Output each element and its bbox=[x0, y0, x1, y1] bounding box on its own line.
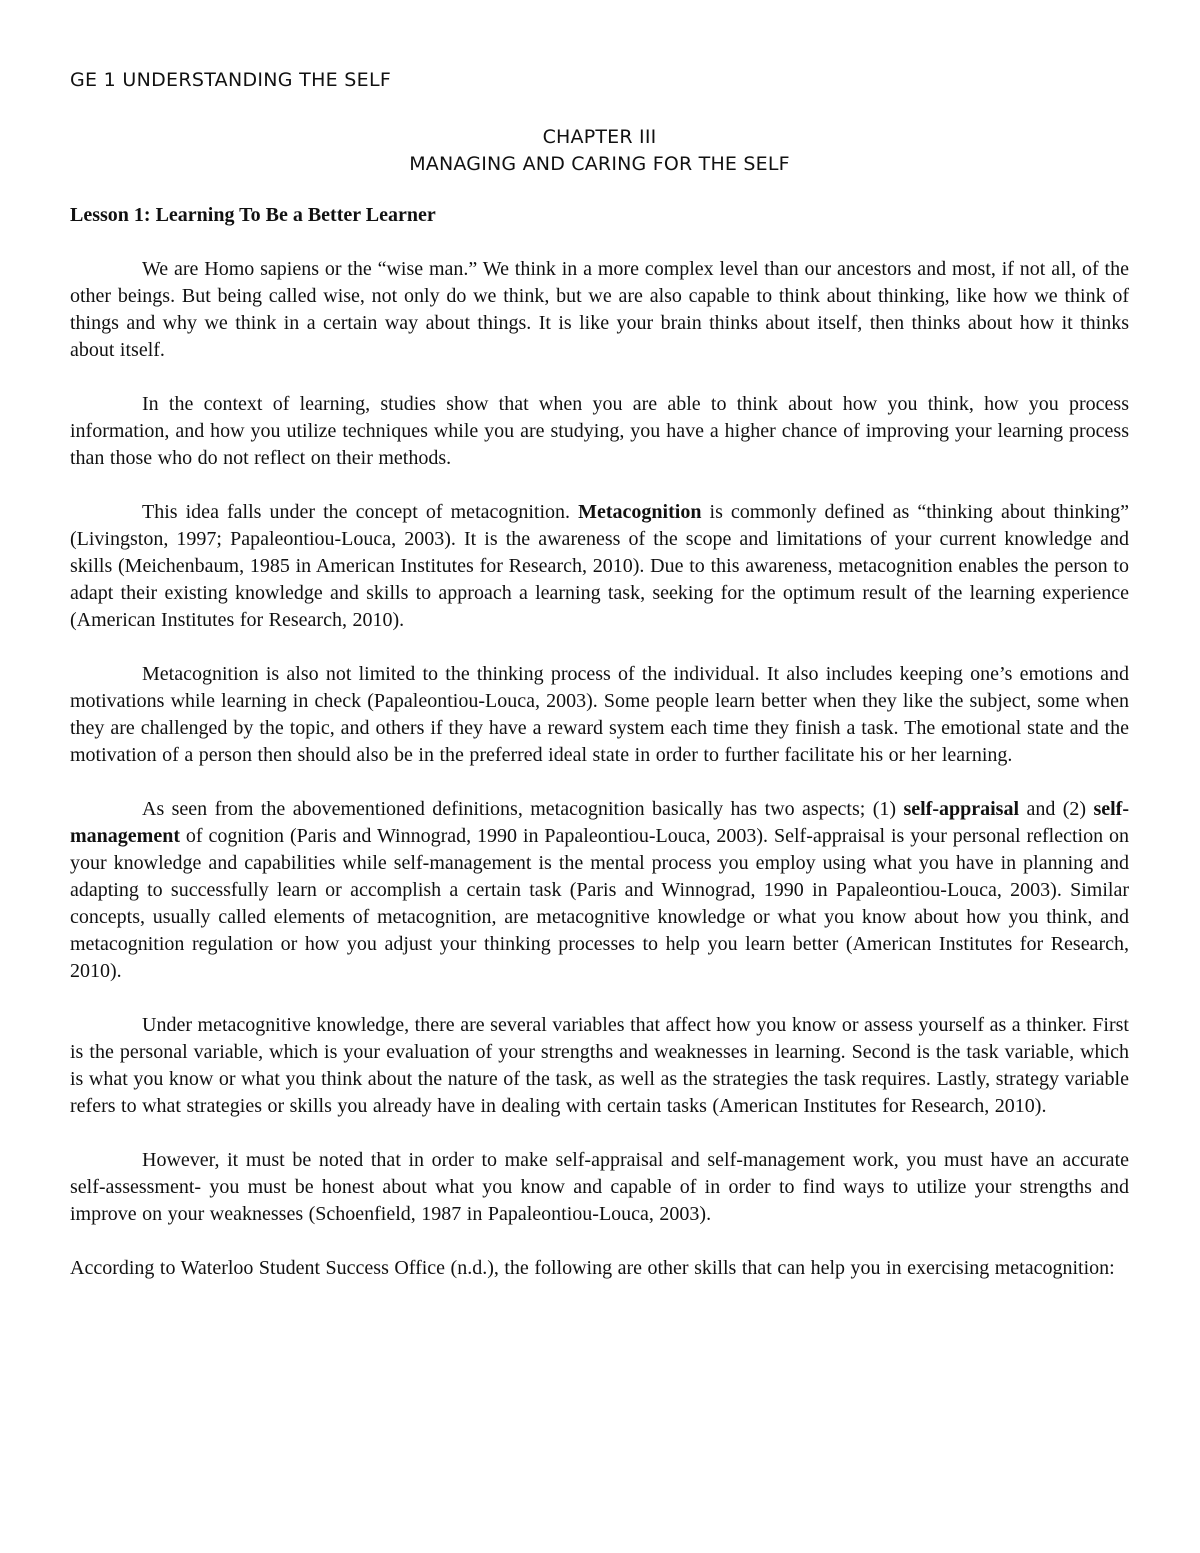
paragraph-metacognitive-knowledge: Under metacognitive knowledge, there are several variables that affect how you know or assess yourself as a thinker. First is the personal variable, which is your evaluation of your strengths and weaknesses in learning. Second is the task variable, which is what you know or what you think about the nature of the task, as well as the strategies the task requires. Lastly, strategy variable refers to what strategies or skills you already have in dealing with certain tasks (American Institutes for Research, 2010). bbox=[70, 1014, 1129, 1117]
course-title: GE 1 UNDERSTANDING THE SELF bbox=[70, 69, 392, 91]
term-self-management: self-management bbox=[70, 798, 1129, 847]
paragraph-emotions-motivation: Metacognition is also not limited to the thinking process of the individual. It also includes keeping one’s emotions and motivations while learning in check (Papaleontiou-Louca, 2003). Some people learn better when they like the subject, some when they are challenged by the topic, and others if they have a reward system each time they finish a task. The emotional state and the motivation of a person then should also be in the preferred ideal state in order to further facilitate his or her learning. bbox=[70, 663, 1129, 766]
paragraph-text: is commonly defined as “thinking about thinking” (Livingston, 1997; Papaleontiou-Louca, 2003). It is the awareness of the scope and limitations of your current knowledge and skills (Meichenbaum, 1985 in American Institutes for Research, 2010). Due to this awareness, metacognition enables the person to adapt their existing knowledge and skills to approach a learning task, seeking for the optimum result of the learning experience (American Institutes for Research, 2010). bbox=[70, 501, 1129, 631]
paragraph-metacognition-definition bbox=[70, 499, 1129, 634]
chapter-title: MANAGING AND CARING FOR THE SELF bbox=[409, 153, 790, 175]
paragraph-waterloo-skills: According to Waterloo Student Success Office (n.d.), the following are other skills that can help you in exercising metacognition: bbox=[70, 1257, 1115, 1279]
paragraph-text: As seen from the abovementioned definitions, metacognition basically has two aspects; (1) bbox=[142, 798, 904, 820]
term-self-appraisal: self-appraisal bbox=[903, 798, 1020, 820]
chapter-number: CHAPTER III bbox=[542, 126, 657, 148]
paragraph-self-assessment: However, it must be noted that in order to make self-appraisal and self-management work, you must have an accurate self-assessment- you must be honest about what you know and capable of in order to find ways to utilize your strengths and improve on your weaknesses (Schoenfield, 1987 in Papaleontiou-Louca, 2003). bbox=[70, 1149, 1129, 1225]
paragraph-learning-context: In the context of learning, studies show that when you are able to think about how you think, how you process information, and how you utilize techniques while you are studying, you have a higher chance of improving your learning process than those who do not reflect on their methods. bbox=[70, 393, 1129, 469]
paragraph-text: and (2) bbox=[1019, 798, 1094, 820]
paragraph-homo-sapiens: We are Homo sapiens or the “wise man.” We think in a more complex level than our ancestors and most, if not all, of the other beings. But being called wise, not only do we think, but we are also capable to think about thinking, like how we think of things and why we think in a certain way about things. It is like your brain thinks about itself, then thinks about how it thinks about itself. bbox=[70, 258, 1129, 361]
term-metacognition: Metacognition bbox=[578, 501, 702, 523]
lesson-title: Lesson 1: Learning To Be a Better Learner bbox=[70, 204, 436, 226]
paragraph-text: of cognition (Paris and Winnograd, 1990 in Papaleontiou-Louca, 2003). Self-appraisal is your personal reflection on your knowledge and capabilities while self-management is the mental process you employ using what you have in planning and adapting to successfully learn or accomplish a certain task (Paris and Winnograd, 1990 in Papaleontiou-Louca, 2003). Similar concepts, usually called elements of metacognition, are metacognitive knowledge or what you know about how you think, and metacognition regulation or how you adjust your thinking processes to help you learn better (American Institutes for Research, 2010). bbox=[70, 825, 1129, 982]
paragraph-text: This idea falls under the concept of metacognition. bbox=[142, 501, 579, 523]
paragraph-two-aspects bbox=[70, 796, 1129, 985]
document-page bbox=[70, 68, 1129, 1282]
